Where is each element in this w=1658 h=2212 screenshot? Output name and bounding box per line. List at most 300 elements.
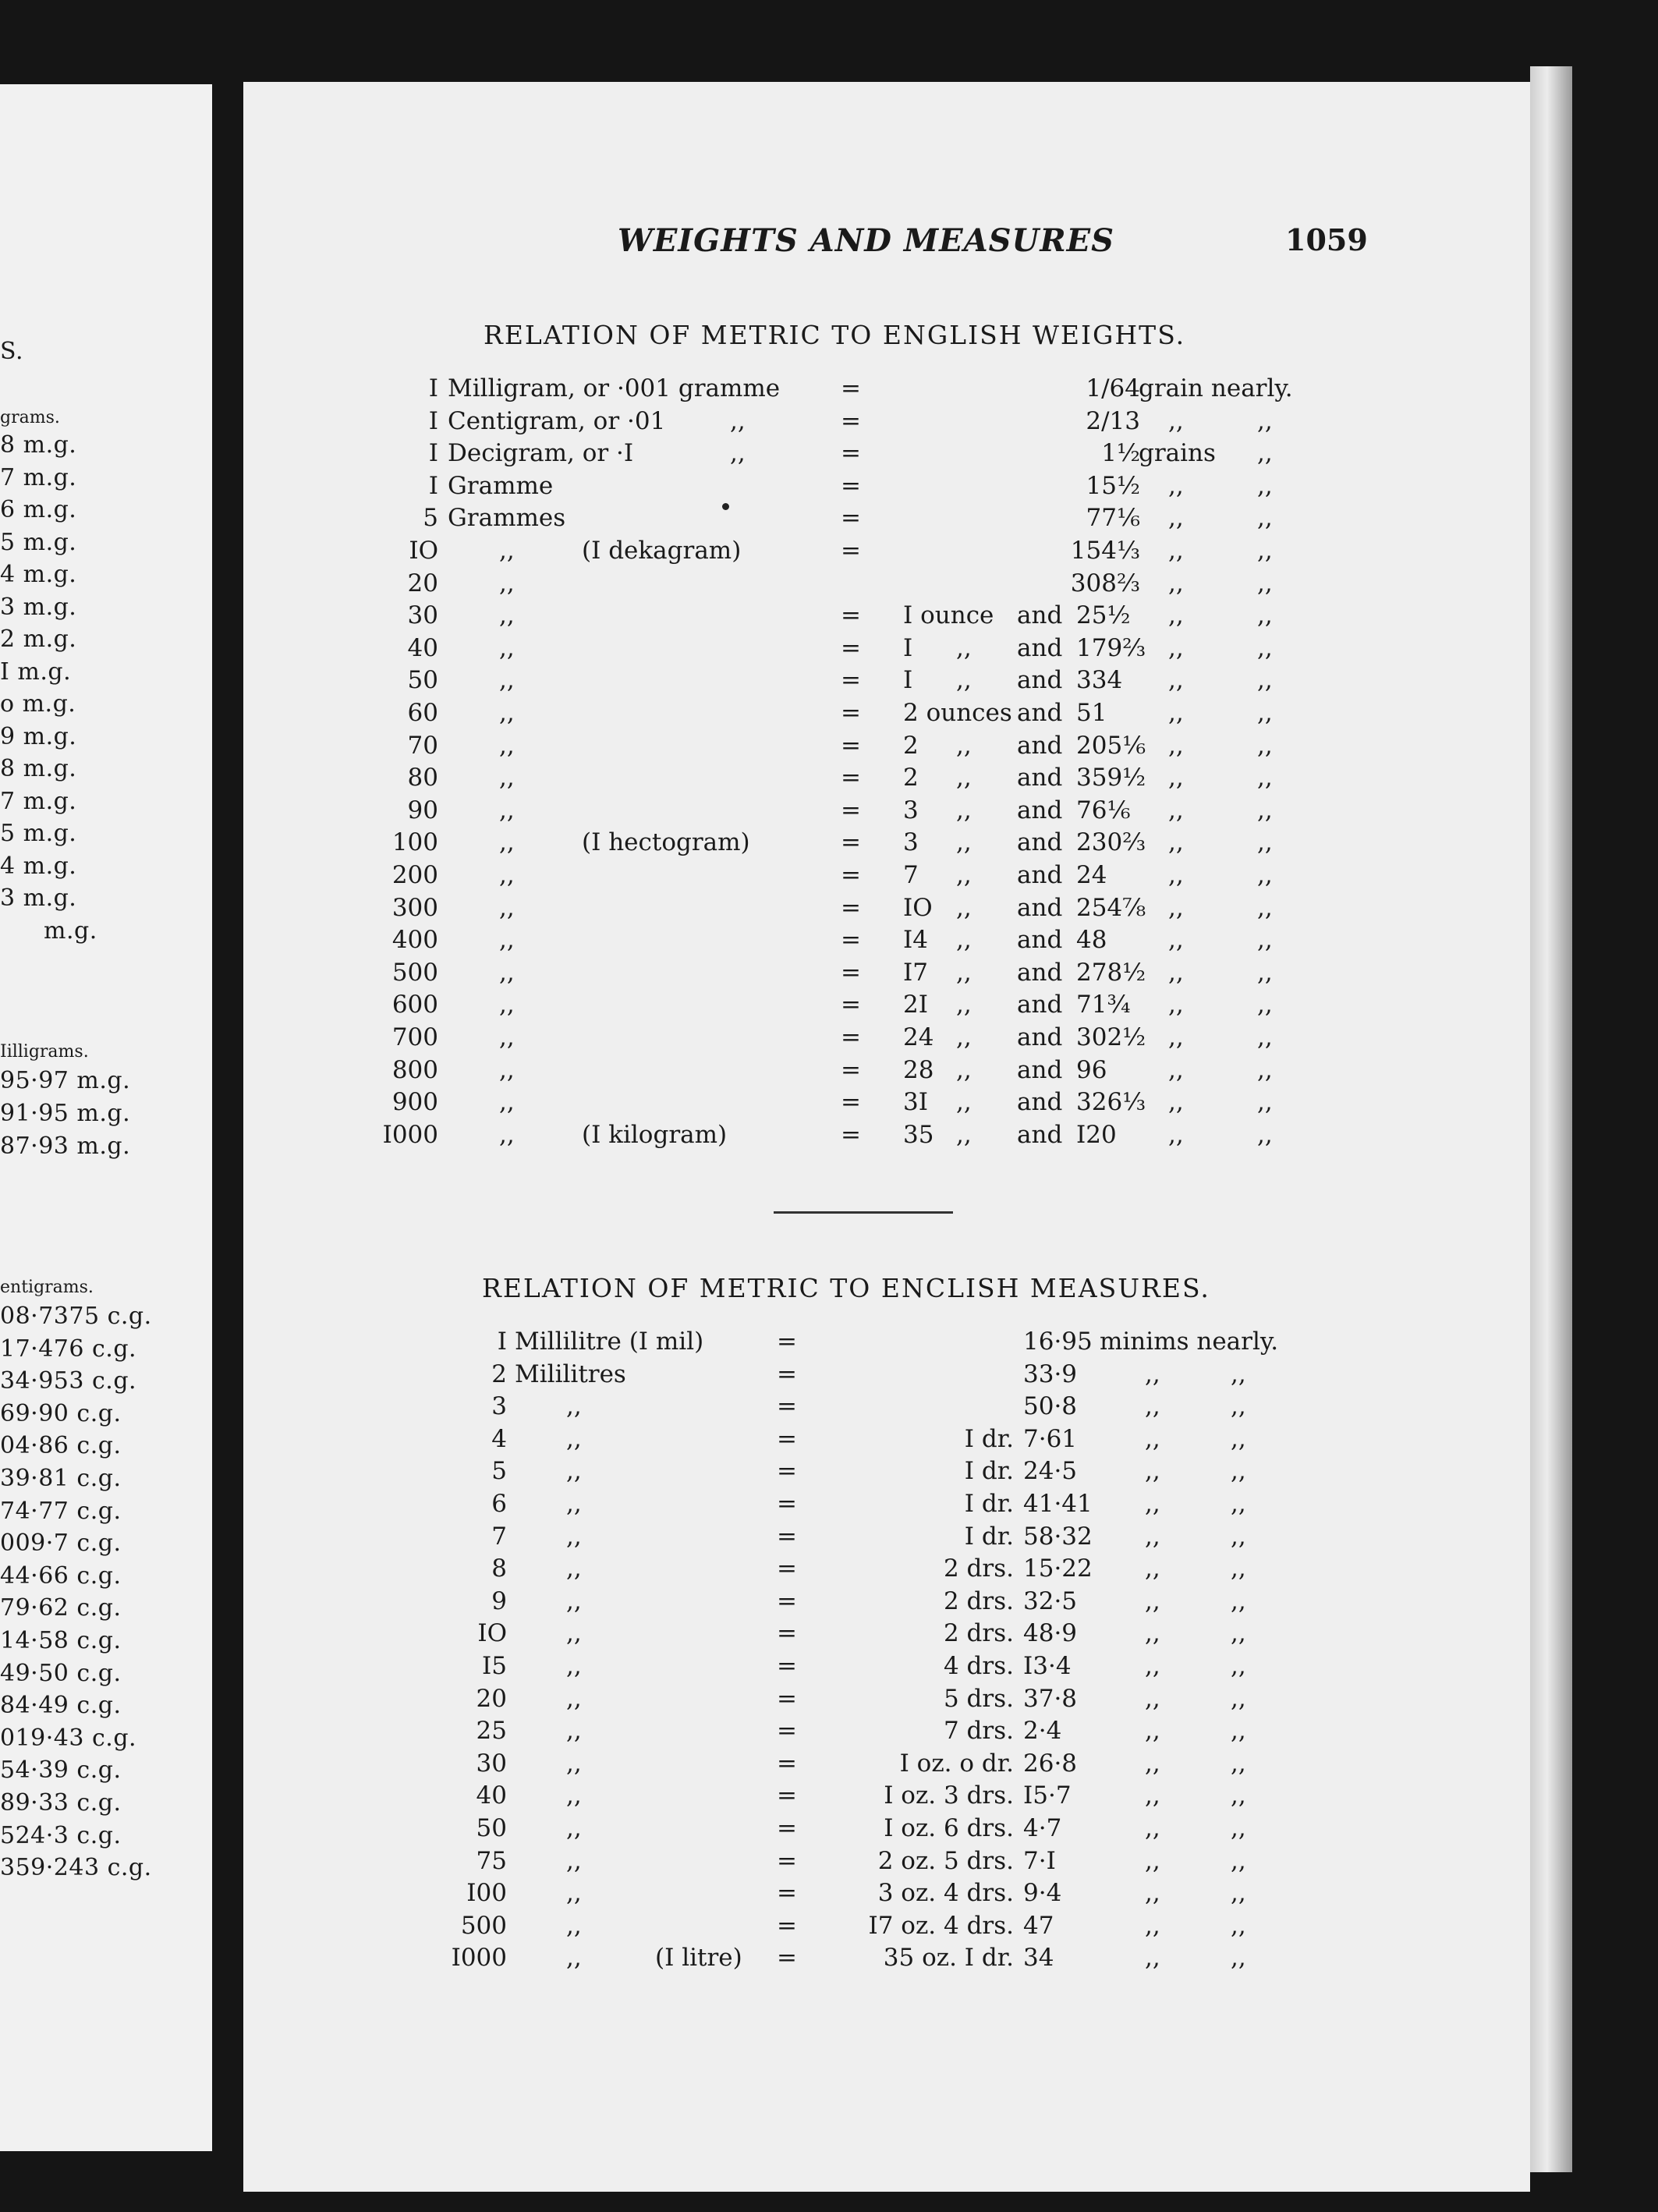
measures-row-num: 30 — [476, 1749, 507, 1778]
weights-row-unit: ,, — [499, 1055, 515, 1084]
measures-row-minims: 33·9 — [1023, 1359, 1078, 1388]
left-list-item: 4 m.g. — [0, 561, 77, 588]
weights-row-ditto: ,, — [1257, 1055, 1273, 1084]
measures-row-unit-label: ,, — [1145, 1879, 1160, 1908]
weights-row-unit: ,, — [499, 1088, 515, 1117]
weights-row-unit-label: ,, — [1168, 1088, 1184, 1117]
measures-row-ditto: ,, — [1231, 1749, 1246, 1778]
measures-row-ditto: ,, — [1231, 1490, 1246, 1518]
weights-row-and: and — [1017, 958, 1063, 987]
weights-row-and: and — [1017, 1088, 1063, 1117]
weights-row-ounce-ditto: ,, — [956, 893, 972, 922]
measures-row-ditto: ,, — [1231, 1684, 1246, 1713]
weights-row-equals: = — [841, 471, 861, 500]
weights-row-ounces: I ounce — [903, 601, 994, 630]
weights-row-equals: = — [841, 601, 861, 630]
measures-row-unit-label: ,, — [1145, 1911, 1160, 1940]
weights-row-equals: = — [841, 633, 861, 662]
weights-row-unit: ,, — [499, 861, 515, 889]
weights-row-ounces: I — [903, 633, 913, 662]
weights-row-unit-label: ,, — [1168, 764, 1184, 792]
weights-row-num: 300 — [391, 893, 438, 922]
weights-row-grains: 51 — [1076, 699, 1107, 727]
left-list-item: 54·39 c.g. — [0, 1756, 122, 1785]
measures-row-unit: ,, — [566, 1879, 582, 1908]
weights-row-ditto: ,, — [1257, 861, 1273, 889]
weights-row-num: 80 — [407, 764, 438, 792]
weights-row-grains: 359½ — [1076, 764, 1146, 792]
weights-row-unit-label: ,, — [1168, 601, 1184, 630]
measures-row-ditto: ,, — [1231, 1652, 1246, 1680]
measures-row-unit-label: ,, — [1145, 1846, 1160, 1875]
measures-row-ditto: ,, — [1231, 1846, 1246, 1875]
weights-row-unit-label: ,, — [1168, 1120, 1184, 1149]
weights-row-unit: ,, — [499, 926, 515, 955]
weights-row-grains: 76⅙ — [1076, 796, 1131, 824]
weights-row-grains: 254⅞ — [1076, 893, 1146, 922]
weights-row-unit: ,, — [499, 1023, 515, 1051]
measures-row-equals: = — [777, 1749, 797, 1778]
measures-row-minims: 4·7 — [1023, 1814, 1062, 1842]
weights-row-ditto: ,, — [1257, 699, 1273, 727]
weights-row-ditto: ,, — [1257, 406, 1273, 435]
weights-row-ounce-ditto: ,, — [956, 958, 972, 987]
measures-row-ditto: ,, — [1231, 1879, 1246, 1908]
weights-row-note: (I kilogram) — [582, 1120, 728, 1149]
left-list-item: 14·58 c.g. — [0, 1627, 122, 1654]
measures-row-drams: I dr. — [964, 1522, 1014, 1551]
measures-row-drams: I oz. 6 drs. — [884, 1814, 1014, 1842]
weights-row-equals: = — [841, 1120, 861, 1149]
weights-row-and: and — [1017, 764, 1063, 792]
weights-row-and: and — [1017, 893, 1063, 922]
measures-row-unit: ,, — [566, 1911, 582, 1940]
measures-row-unit: ,, — [566, 1619, 582, 1648]
weights-row-unit: ,, — [499, 731, 515, 760]
weights-row-and: and — [1017, 991, 1063, 1019]
measures-row-num: 500 — [460, 1911, 507, 1940]
measures-row-drams: 3 oz. 4 drs. — [877, 1879, 1014, 1908]
left-list-item: 39·81 c.g. — [0, 1465, 122, 1492]
measures-row-unit-label: ,, — [1145, 1717, 1160, 1746]
measures-row-num: 7 — [491, 1522, 507, 1551]
left-list-item: 95·97 m.g. — [0, 1067, 131, 1094]
weights-row-unit: ,, — [499, 796, 515, 824]
weights-row-unit: ,, — [499, 893, 515, 922]
weights-row-ditto: ,, — [730, 439, 746, 468]
weights-row-ditto: ,, — [1257, 828, 1273, 857]
weights-row-num: 20 — [407, 569, 438, 597]
weights-row-ditto: ,, — [1257, 731, 1273, 760]
weights-row-ditto: ,, — [1257, 601, 1273, 630]
measures-row-minims: 32·5 — [1023, 1586, 1078, 1615]
right-page — [243, 82, 1530, 2192]
weights-row-num: I — [428, 374, 438, 402]
weights-row-ounces: 2 — [903, 764, 919, 792]
weights-row-ounces: 3 — [903, 796, 919, 824]
weights-row-unit: Grammes — [448, 504, 566, 533]
left-list-item: 4 m.g. — [0, 852, 77, 880]
weights-row-ounce-ditto: ,, — [956, 1088, 972, 1117]
left-list-item: 359·243 c.g. — [0, 1854, 152, 1882]
left-list-item: 08·7375 c.g. — [0, 1303, 152, 1330]
left-list-item: 019·43 c.g. — [0, 1724, 137, 1752]
left-list-item: 04·86 c.g. — [0, 1432, 122, 1460]
weights-row-and: and — [1017, 796, 1063, 824]
weights-row-unit-label: grain nearly. — [1139, 374, 1293, 402]
measures-row-unit: Millilitre (I mil) — [515, 1328, 704, 1356]
left-list-item: 44·66 c.g. — [0, 1562, 122, 1590]
measures-row-unit: ,, — [566, 1781, 582, 1810]
weights-row-num: 40 — [407, 633, 438, 662]
left-fragment-char: S. — [0, 338, 24, 365]
weights-row-ounces: 24 — [903, 1023, 934, 1051]
weights-row-ditto: ,, — [730, 406, 746, 435]
weights-row-unit-label: ,, — [1168, 796, 1184, 824]
weights-row-equals: = — [841, 504, 861, 533]
measures-row-ditto: ,, — [1231, 1457, 1246, 1486]
weights-row-ditto: ,, — [1257, 1023, 1273, 1051]
weights-row-grains: 278½ — [1076, 958, 1146, 987]
weights-row-ditto: ,, — [1257, 569, 1273, 597]
measures-row-drams: 2 oz. 5 drs. — [877, 1846, 1014, 1875]
measures-row-equals: = — [777, 1359, 797, 1388]
measures-row-ditto: ,, — [1231, 1522, 1246, 1551]
measures-row-unit-label: ,, — [1145, 1944, 1160, 1973]
weights-row-unit-label: ,, — [1168, 504, 1184, 533]
left-list-item: 3 m.g. — [0, 593, 77, 621]
left-list-item: 84·49 c.g. — [0, 1692, 122, 1720]
weights-row-unit-label: ,, — [1168, 731, 1184, 760]
weights-row-ounces: 28 — [903, 1055, 934, 1084]
measures-row-equals: = — [777, 1846, 797, 1875]
weights-row-unit: ,, — [499, 601, 515, 630]
left-list-item: 87·93 m.g. — [0, 1133, 131, 1160]
measures-row-drams: 2 drs. — [943, 1619, 1014, 1648]
weights-row-ounces: 2 ounces — [903, 699, 1012, 727]
measures-row-ditto: ,, — [1231, 1392, 1246, 1421]
left-list-item: 2 m.g. — [0, 626, 77, 653]
measures-row-unit-label: ,, — [1145, 1814, 1160, 1842]
weights-row-equals: = — [841, 764, 861, 792]
measures-row-drams: 4 drs. — [943, 1652, 1014, 1680]
weights-row-grains: 154⅓ — [1070, 537, 1140, 565]
measures-row-equals: = — [777, 1457, 797, 1486]
measures-row-unit: ,, — [566, 1522, 582, 1551]
left-list-item: 3 m.g. — [0, 884, 77, 912]
weights-row-equals: = — [841, 537, 861, 565]
weights-row-num: 70 — [407, 731, 438, 760]
measures-row-equals: = — [777, 1911, 797, 1940]
measures-row-num: I00 — [466, 1879, 507, 1908]
weights-row-grains: I20 — [1076, 1120, 1117, 1149]
measures-row-minims: 37·8 — [1023, 1684, 1078, 1713]
measures-row-drams: 2 drs. — [943, 1554, 1014, 1583]
weights-row-ditto: ,, — [1257, 439, 1273, 468]
weights-row-unit: Gramme — [448, 471, 554, 500]
measures-row-unit: ,, — [566, 1586, 582, 1615]
weights-row-unit: ,, — [499, 991, 515, 1019]
measures-row-num: 75 — [476, 1846, 507, 1875]
weights-row-ditto: ,, — [1257, 893, 1273, 922]
weights-row-num: 50 — [407, 666, 438, 695]
measures-row-num: 9 — [491, 1586, 507, 1615]
measures-row-equals: = — [777, 1392, 797, 1421]
measures-row-drams: 35 oz. I dr. — [883, 1944, 1014, 1973]
left-caption: grams. — [0, 408, 60, 427]
measures-row-num: 25 — [476, 1717, 507, 1746]
measures-row-drams: 7 drs. — [943, 1717, 1014, 1746]
weights-row-unit-label: ,, — [1168, 991, 1184, 1019]
left-list-item: 6 m.g. — [0, 496, 77, 523]
weights-row-equals: = — [841, 1023, 861, 1051]
weights-row-unit: Decigram, or ·I — [448, 439, 634, 468]
weights-row-ounce-ditto: ,, — [956, 926, 972, 955]
weights-row-num: 90 — [407, 796, 438, 824]
measures-row-ditto: ,, — [1231, 1586, 1246, 1615]
measures-row-unit: ,, — [566, 1554, 582, 1583]
weights-row-unit: ,, — [499, 666, 515, 695]
weights-row-grains: 48 — [1076, 926, 1107, 955]
measures-row-unit: ,, — [566, 1684, 582, 1713]
weights-row-grains: 24 — [1076, 861, 1107, 889]
measures-row-num: 5 — [491, 1457, 507, 1486]
weights-row-num: 800 — [391, 1055, 438, 1084]
measures-row-minims: 26·8 — [1023, 1749, 1078, 1778]
measures-row-minims: 7·I — [1023, 1846, 1056, 1875]
weights-row-unit: ,, — [499, 958, 515, 987]
measures-row-equals: = — [777, 1684, 797, 1713]
weights-row-equals: = — [841, 374, 861, 402]
measures-row-equals: = — [777, 1944, 797, 1973]
weights-row-unit: ,, — [499, 699, 515, 727]
measures-row-num: IO — [477, 1619, 507, 1648]
measures-row-minims: I3·4 — [1023, 1652, 1072, 1680]
weights-row-ounces: 2I — [903, 991, 928, 1019]
measures-row-equals: = — [777, 1586, 797, 1615]
weights-row-unit: ,, — [499, 1120, 515, 1149]
left-list-item: 34·953 c.g. — [0, 1367, 137, 1395]
measures-row-ditto: ,, — [1231, 1424, 1246, 1453]
weights-row-grains: 230⅔ — [1076, 828, 1146, 857]
measures-row-minims: 34 — [1023, 1944, 1054, 1973]
measures-row-ditto: ,, — [1231, 1619, 1246, 1648]
weights-row-num: 5 — [423, 504, 438, 533]
weights-row-note: (I dekagram) — [582, 537, 742, 565]
weights-row-equals: = — [841, 1088, 861, 1117]
left-list-item: 79·62 c.g. — [0, 1594, 122, 1622]
weights-row-ounce-ditto: ,, — [956, 764, 972, 792]
weights-row-equals: = — [841, 926, 861, 955]
weights-row-ditto: ,, — [1257, 633, 1273, 662]
weights-row-num: IO — [409, 537, 438, 565]
measures-row-unit-label: ,, — [1145, 1392, 1160, 1421]
left-caption: entigrams. — [0, 1278, 94, 1297]
weights-row-ounces: 35 — [903, 1120, 934, 1149]
weights-row-grains: 1/64 — [1086, 374, 1140, 402]
weights-row-unit-label: ,, — [1168, 926, 1184, 955]
weights-row-unit-label: ,, — [1168, 1023, 1184, 1051]
measures-row-unit-label: ,, — [1145, 1684, 1160, 1713]
measures-row-unit: ,, — [566, 1424, 582, 1453]
weights-row-equals: = — [841, 1055, 861, 1084]
measures-row-num: I000 — [451, 1944, 507, 1973]
measures-row-drams: I7 oz. 4 drs. — [868, 1911, 1014, 1940]
weights-row-note: (I hectogram) — [582, 828, 750, 857]
measures-row-unit-label: ,, — [1145, 1490, 1160, 1518]
measures-row-minims: 47 — [1023, 1911, 1054, 1940]
measures-row-equals: = — [777, 1781, 797, 1810]
weights-row-num: 900 — [391, 1088, 438, 1117]
measures-row-equals: = — [777, 1490, 797, 1518]
measures-row-minims: 58·32 — [1023, 1522, 1093, 1551]
measures-row-drams: 5 drs. — [943, 1684, 1014, 1713]
left-list-item: 91·95 m.g. — [0, 1100, 131, 1127]
running-title: WEIGHTS AND MEASURES — [618, 222, 1115, 259]
measures-row-num: 40 — [476, 1781, 507, 1810]
weights-row-grains: 308⅔ — [1070, 569, 1140, 597]
measures-row-minims: 9·4 — [1023, 1879, 1062, 1908]
weights-row-and: and — [1017, 926, 1063, 955]
weights-row-equals: = — [841, 731, 861, 760]
left-list-item: 9 m.g. — [0, 722, 77, 750]
measures-row-unit: ,, — [566, 1846, 582, 1875]
measures-row-unit-label: ,, — [1145, 1652, 1160, 1680]
measures-row-minims: 15·22 — [1023, 1554, 1093, 1583]
weights-row-equals: = — [841, 893, 861, 922]
left-list-item: 8 m.g. — [0, 755, 77, 782]
weights-row-grains: 179⅔ — [1076, 633, 1146, 662]
weights-row-unit-label: ,, — [1168, 666, 1184, 695]
measures-row-unit-label: ,, — [1145, 1424, 1160, 1453]
left-list-item: 49·50 c.g. — [0, 1659, 122, 1687]
left-list-item: 524·3 c.g. — [0, 1821, 122, 1849]
weights-row-ounces: I — [903, 666, 913, 695]
weights-row-grains: 334 — [1076, 666, 1123, 695]
weights-row-ounce-ditto: ,, — [956, 796, 972, 824]
weights-row-unit: ,, — [499, 569, 515, 597]
weights-row-ounces: 3I — [903, 1088, 928, 1117]
weights-row-unit-label: ,, — [1168, 471, 1184, 500]
page-number: 1059 — [1285, 222, 1368, 257]
measures-row-unit-label: ,, — [1145, 1457, 1160, 1486]
measures-row-equals: = — [777, 1554, 797, 1583]
weights-row-num: 400 — [391, 926, 438, 955]
measures-row-unit: ,, — [566, 1814, 582, 1842]
measures-row-minims: 24·5 — [1023, 1457, 1078, 1486]
weights-row-grains: 205⅙ — [1076, 731, 1146, 760]
weights-row-num: 200 — [391, 861, 438, 889]
left-list-item: 8 m.g. — [0, 431, 77, 459]
measures-row-drams: 2 drs. — [943, 1586, 1014, 1615]
weights-row-ditto: ,, — [1257, 1088, 1273, 1117]
left-list-item: o m.g. — [0, 690, 76, 718]
weights-row-ounces: IO — [903, 893, 933, 922]
measures-row-num: I5 — [482, 1652, 507, 1680]
measures-row-minims: 16·95 — [1023, 1328, 1093, 1356]
measures-row-equals: = — [777, 1522, 797, 1551]
measures-row-unit-label: ,, — [1145, 1781, 1160, 1810]
left-list-item: 69·90 c.g. — [0, 1399, 122, 1427]
measures-row-num: 3 — [491, 1392, 507, 1421]
ink-dot — [722, 503, 729, 510]
weights-row-ounce-ditto: ,, — [956, 1023, 972, 1051]
left-list-item: 17·476 c.g. — [0, 1335, 137, 1363]
measures-row-unit: ,, — [566, 1944, 582, 1973]
left-caption: Iilligrams. — [0, 1042, 89, 1062]
weights-row-equals: = — [841, 406, 861, 435]
measures-row-unit: ,, — [566, 1392, 582, 1421]
measures-row-ditto: ,, — [1231, 1944, 1246, 1973]
measures-row-equals: = — [777, 1619, 797, 1648]
measures-row-equals: = — [777, 1879, 797, 1908]
weights-row-num: 600 — [391, 991, 438, 1019]
weights-row-ounce-ditto: ,, — [956, 828, 972, 857]
weights-row-ditto: ,, — [1257, 537, 1273, 565]
weights-row-ounces: 2 — [903, 731, 919, 760]
weights-row-unit: Centigram, or ·01 — [448, 406, 666, 435]
weights-row-and: and — [1017, 633, 1063, 662]
weights-row-and: and — [1017, 828, 1063, 857]
weights-row-unit-label: ,, — [1168, 1055, 1184, 1084]
measures-row-minims: I5·7 — [1023, 1781, 1072, 1810]
measures-row-ditto: ,, — [1231, 1359, 1246, 1388]
measures-row-ditto: ,, — [1231, 1781, 1246, 1810]
weights-row-num: 700 — [391, 1023, 438, 1051]
weights-row-unit-label: ,, — [1168, 861, 1184, 889]
weights-row-grains: 77⅙ — [1086, 504, 1140, 533]
weights-row-ditto: ,, — [1257, 504, 1273, 533]
weights-row-num: I000 — [382, 1120, 438, 1149]
measures-row-num: I — [497, 1328, 507, 1356]
measures-row-unit: Mililitres — [515, 1359, 626, 1388]
measures-row-equals: = — [777, 1814, 797, 1842]
weights-row-equals: = — [841, 439, 861, 468]
left-list-item: 5 m.g. — [0, 528, 77, 556]
weights-row-ounce-ditto: ,, — [956, 633, 972, 662]
weights-row-unit-label: ,, — [1168, 828, 1184, 857]
left-list-item: 009·7 c.g. — [0, 1530, 122, 1558]
measures-row-num: 4 — [491, 1424, 507, 1453]
weights-row-ditto: ,, — [1257, 926, 1273, 955]
weights-row-grains: 96 — [1076, 1055, 1107, 1084]
weights-row-unit: ,, — [499, 764, 515, 792]
weights-row-grains: 302½ — [1076, 1023, 1146, 1051]
weights-row-ounces: 3 — [903, 828, 919, 857]
weights-row-ditto: ,, — [1257, 666, 1273, 695]
measures-row-num: 6 — [491, 1490, 507, 1518]
weights-row-num: 100 — [391, 828, 438, 857]
left-list-item: 74·77 c.g. — [0, 1497, 122, 1525]
measures-row-drams: I oz. o dr. — [899, 1749, 1014, 1778]
weights-row-grains: 71¾ — [1076, 991, 1131, 1019]
left-list-item: 89·33 c.g. — [0, 1789, 122, 1817]
weights-row-unit-label: ,, — [1168, 893, 1184, 922]
weights-row-ounce-ditto: ,, — [956, 861, 972, 889]
measures-row-minims: 50·8 — [1023, 1392, 1078, 1421]
measures-row-note: (I litre) — [655, 1944, 742, 1973]
weights-row-grains: 2/13 — [1086, 406, 1140, 435]
measures-row-drams: I dr. — [964, 1457, 1014, 1486]
measures-row-equals: = — [777, 1328, 797, 1356]
section-title-measures: RELATION OF METRIC TO ENCLISH MEASURES. — [482, 1273, 1210, 1303]
weights-row-num: 60 — [407, 699, 438, 727]
weights-row-num: I — [428, 471, 438, 500]
measures-row-ditto: ,, — [1231, 1814, 1246, 1842]
measures-row-unit: ,, — [566, 1652, 582, 1680]
measures-row-unit: ,, — [566, 1717, 582, 1746]
weights-row-ditto: ,, — [1257, 1120, 1273, 1149]
